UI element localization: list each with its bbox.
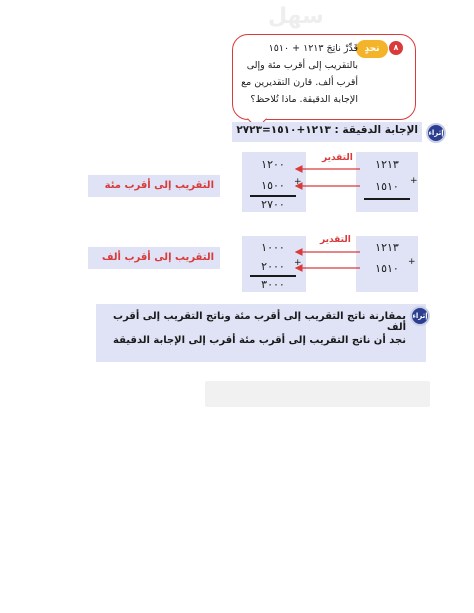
watermark: سهل <box>268 4 324 29</box>
rounded-addend-1: ١٢٠٠ <box>261 158 285 171</box>
challenge-text: قَدِّرْ ناتِجَ ١٢١٣ + ١٥١٠ بالتقريب إلى أقرب مئة وإلى أقرب ألف. قارن التقديرين مع الإجابة الدقيقة. ماذا تُلاحظ؟ <box>241 43 358 105</box>
method-label-thousands: التقريب إلى أقرب ألف <box>101 252 214 263</box>
rounding-arrows-thousands <box>290 244 362 278</box>
sum-line <box>364 198 410 200</box>
plus-sign: + <box>410 176 418 186</box>
method-label-hundreds: التقريب إلى أقرب مئة <box>104 180 214 191</box>
rounded-sum: ٣٠٠٠ <box>261 278 285 291</box>
rounded-sum: ٢٧٠٠ <box>261 198 285 211</box>
plus-sign: + <box>408 257 416 267</box>
original-addend-2: ١٥١٠ <box>375 262 399 275</box>
rounded-addend-1: ١٠٠٠ <box>261 241 285 254</box>
estimate-label-hundreds: التقدير <box>322 153 353 163</box>
rounded-addend-2: ١٥٠٠ <box>261 179 285 192</box>
original-addend-2: ١٥١٠ <box>375 180 399 193</box>
original-addend-1: ١٢١٣ <box>375 158 399 171</box>
faded-placeholder-bar <box>205 381 430 407</box>
conclusion-line-2: نجد أن ناتج التقريب إلى أقرب مئة أقرب إلى الإجابة الدقيقة <box>113 335 406 346</box>
rounding-arrows-hundreds <box>290 160 362 196</box>
conclusion-line-1: بمقارنة ناتج التقريب إلى أقرب مئة وناتج التقريب إلى أقرب ألف <box>113 311 406 333</box>
original-addend-1: ١٢١٣ <box>375 241 399 254</box>
plus-sign: + <box>294 258 302 268</box>
question-number-badge: ٨ <box>389 41 403 55</box>
solution-logo-icon: إثراء <box>426 123 446 143</box>
rounded-addend-2: ٢٠٠٠ <box>261 260 285 273</box>
exact-answer-text: الإجابة الدقيقة : ١٢١٣+١٥١٠=٢٧٢٣ <box>236 124 418 136</box>
solution-logo-icon: إثراء <box>410 306 430 326</box>
estimate-label-thousands: التقدير <box>320 235 351 245</box>
plus-sign: + <box>294 177 302 187</box>
challenge-badge: تحدٍ <box>356 40 388 58</box>
